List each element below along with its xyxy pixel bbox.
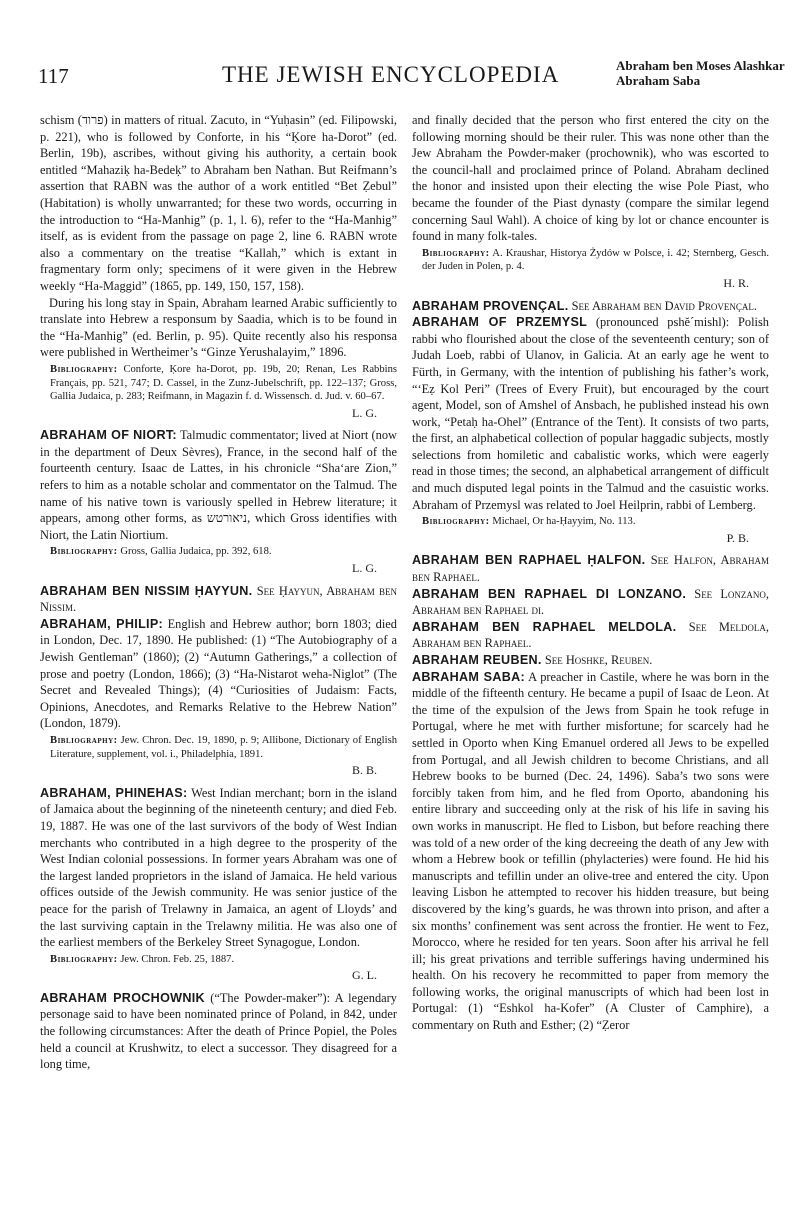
- entry-headword: ABRAHAM PROVENÇAL.: [412, 298, 569, 313]
- entry-headword: ABRAHAM, PHINEHAS:: [40, 785, 188, 800]
- bibliography-text: Gross, Gallia Judaica, pp. 392, 618.: [120, 546, 272, 558]
- entry: [412, 669, 769, 1034]
- cross-reference: See Abraham ben David Provençal.: [571, 298, 757, 313]
- cross-reference: See Meldola, Abraham ben Raphael.: [412, 619, 770, 651]
- bibliography: [40, 953, 397, 967]
- entry-headword: ABRAHAM BEN NISSIM ḤAYYUN.: [40, 583, 253, 598]
- paragraph: and finally decided that the person who first entered the city on the following morning should be their ruler. This was none other than the Jew Abraham the Powder-maker (prochownik), who was escorted to the council-hall and proclaimed prince of Poland. Abraham declined the honor and insisted upon their electing the wise Pole Piast, who became the founder of the Piast dynasty (compare the similar legend concerning Saul Wahl). A choice of king by lot or chance encounter is found in many folk-tales.: [412, 113, 769, 244]
- bibliography: [40, 734, 397, 761]
- entry-text: English and Hebrew author; born 1803; died in London, Dec. 17, 1890. He published: (1) “The Autobiography of a Jewish Gentleman” (1860); (2) “Autumn Gatherings,” a collection of prose and poetry (London, 1866); (3) “Ha-Nistarot weha-Niglot” (The Secret and Revealed Things); (4) “Curiosities of Judaism: Facts, Opinions, Anecdotes, and Remarks Relative to the Hebrew Nation” (London, 1879).: [40, 616, 397, 731]
- left-column: [40, 112, 397, 1073]
- bibliography: [412, 247, 769, 274]
- bibliography-label: Bibliography:: [50, 363, 118, 375]
- entry: [412, 314, 769, 513]
- bibliography-label: Bibliography:: [50, 734, 118, 746]
- guide-word-first: Abraham ben Moses Alashkar: [616, 58, 785, 73]
- signature: P. B.: [726, 530, 749, 545]
- entry-text: West Indian merchant; born in the island of Jamaica about the beginning of the nineteenth century; and died Feb. 19, 1887. He was one of the last survivors of the body of West Indian merchants who contributed in a high degree to the prosperity of the West Indian colonial possessions. In former years Abraham was one of the largest landed proprietors in the island of Jamaica. He held various offices outside of the Jewish community. He was senior justice of the peace for the parish of Trelawny in Jamaica, an agent of Lloyds’ and the last surviving captain in the Trelawny militia. He was also one of the earliest members of the Berkeley Street Synagogue, London.: [40, 785, 398, 950]
- right-column: [412, 112, 769, 1034]
- bibliography: [40, 545, 397, 559]
- bibliography-text: Jew. Chron. Dec. 19, 1890, p. 9; Allibone, Dictionary of English Literature, supplement, vol. i., Philadelphia, 1891.: [50, 734, 397, 760]
- bibliography: [412, 515, 769, 529]
- entry-headword: ABRAHAM PROCHOWNIK: [40, 990, 205, 1005]
- guide-words: [616, 58, 785, 88]
- cross-reference: See Ḥayyun, Abraham ben Nissim.: [40, 583, 397, 615]
- entry: [40, 785, 397, 951]
- entry: [40, 616, 397, 732]
- entry: [412, 586, 769, 619]
- entry: [412, 652, 769, 669]
- entry: [412, 619, 769, 652]
- entry-headword: ABRAHAM BEN RAPHAEL MELDOLA.: [412, 619, 677, 634]
- bibliography-text: Jew. Chron. Feb. 25, 1887.: [120, 953, 235, 965]
- cross-reference: See Lonzano, Abraham ben Raphael di.: [412, 586, 769, 618]
- running-title: THE JEWISH ENCYCLOPEDIA: [222, 62, 560, 87]
- entry-headword: ABRAHAM REUBEN.: [412, 653, 542, 667]
- entry: [412, 552, 769, 585]
- entry-headword: ABRAHAM, PHILIP:: [40, 616, 164, 631]
- guide-word-last: Abraham Saba: [616, 73, 701, 88]
- entry: [40, 427, 397, 543]
- page-header: [0, 0, 800, 110]
- bibliography-text: A. Kraushar, Historya Żydów w Polsce, i. 42; Sternberg, Gesch. der Juden in Polen, p. 4.: [422, 247, 769, 273]
- entry-text: Talmudic commentator; lived at Niort (now in the department of Deux Sèvres), France, in the second half of the fourteenth century. Isaac de Lattes, in his chronicle “Sha‘are Zion,” refers to him as a notable scholar and commentator on the Talmud. The name of his native town is variously spelled in Hebrew literature; it appears, among other forms, as ניאורטש, which Gross identifies with Niort, the Latin Niortium.: [40, 428, 397, 542]
- paragraph: During his long stay in Spain, Abraham learned Arabic sufficiently to translate into Hebrew a responsum by Saadia, which is to be found in the “Ha-Manhig” (ed. Berlin, p. 95). Quite recently also his responsa were published in Wertheimer’s “Ginze Yerushalayim,” 1896.: [40, 295, 397, 360]
- bibliography-text: Conforte, Ḳore ha-Dorot, pp. 19b, 20; Renan, Les Rabbins Français, pp. 521, 747; D. Cassel, in the Zunz-Jubelschrift, pp. 122–137; Gross, Gallia Judaica, p. 283; Reifmann, in Magazin f. d. Wissensch. d. Jud. v. 60–67.: [50, 363, 397, 403]
- signature: B. B.: [351, 763, 377, 778]
- bibliography-label: Bibliography:: [422, 516, 490, 528]
- signature: G. L.: [352, 968, 377, 983]
- entry-text: A preacher in Castile, where he was born in the middle of the fifteenth century. He became a pupil of Isaac de Leon. At the time of the expulsion of the Jews from Spain he took refuge in Portugal, where he met with further misfortune; for scarcely had he settled in Oporto when King Emanuel ordered all Jews to be expelled from Portugal, and all Jewish children to become Christians, and all Hebrew books to be burned (Dec. 24, 1496). Saba’s two sons were forcibly taken from him, and he fled from Oporto, abandoning his entire library and succeeding only at the risk of his life in saving his own works in manuscript. He fled to Lisbon, but before reaching there was told of a new order of the king decreeing the death of any Jew with whom a Hebrew book or tefillin (phylacteries) were found. He hid his manuscripts and tefillin under an olive-tree and entered the city. Upon leaving Lisbon he attempted to recover his hidden treasure, but being discovered by the king’s guards, he was thrown into prison, and after a six months’ confinement was sent across the frontier. He went to Fez, Morocco, where he resided for ten years. Soon after his arrival he fell ill; his great privations and terrible sufferings having undermined his health. On his recovery he recommitted to paper from memory the following works, the original manuscripts of which had been lost in Portugal: (1) “Eshkol ha-Kofer” (A Cluster of Camphire), a commentary on Ruth and Esther; (2) “Ẓeror: [412, 669, 769, 1033]
- bibliography-label: Bibliography:: [422, 247, 490, 259]
- bibliography-label: Bibliography:: [50, 546, 118, 558]
- entry: [40, 990, 397, 1073]
- cross-reference: See Hoshke, Reuben.: [544, 653, 653, 667]
- entry-headword: ABRAHAM SABA:: [412, 669, 526, 684]
- entry-headword: ABRAHAM OF NIORT:: [40, 428, 177, 443]
- bibliography-text: Michael, Or ha-Ḥayyim, No. 113.: [492, 516, 636, 528]
- entry-text: (pronounced pshĕ´mishl): Polish rabbi who flourished about the close of the seventeenth century; son of Judah Loeb, rabbi of Ulanov, in Galicia. At an early age he went to Fürth, in Germany, with the intention of publishing his father’s work, “‘Eẓ Kol Peri” (Trees of Every Fruit), but encouraged by the court agent, Model, son of Amshel of Ansbach, he published instead his own work, “Petaḥ ha-Ohel” (Entrance of the Tent). It consists of two parts, the first, an alphabetical collection of popular haggadic subjects, mostly selections from homiletic and cabalistic works, which were eagerly read in those times; the second, an alphabetical arrangement of difficult and much disputed legal points in the Talmud and the casuistic works. Abraham of Przemysl was related to Joel Heilprin, rabbi of Lemberg.: [412, 315, 769, 512]
- bibliography: [40, 363, 397, 404]
- entry-text: (“The Powder-maker”): A legendary personage said to have been nominated prince of Poland, in 842, under the following circumstances: After the death of Prince Popiel, the Poles held a council at Krushwitz, to elect a successor. They disagreed for a long time,: [40, 990, 397, 1072]
- entry-headword: ABRAHAM BEN RAPHAEL ḤALFON.: [412, 553, 646, 568]
- signature: H. R.: [723, 275, 749, 290]
- entry-headword: ABRAHAM OF PRZEMYSL: [412, 315, 588, 330]
- page-number: 117: [38, 64, 69, 88]
- entry-headword: ABRAHAM BEN RAPHAEL DI LONZANO.: [412, 586, 687, 601]
- signature: L. G.: [352, 405, 377, 420]
- entry: [412, 298, 769, 315]
- cross-reference: See Halfon, Abraham ben Raphael.: [412, 553, 769, 585]
- signature: L. G.: [352, 561, 377, 576]
- paragraph: schism (פרוד) in matters of ritual. Zacuto, in “Yuḥasin” (ed. Filipowski, p. 221), who is followed by Conforte, in his “Ḳore ha-Dorot” (ed. Berlin, 19b), ascribes, without giving his authority, a certain book entitled “Mahaziḳ ha-Bedeḳ” to Abraham ben Nathan. But Reifmann’s assertion that RABN was the author of a work entitled “Bet Ẓebul” (Habitation) is wholly unwarranted; for these two words, occurring in the introduction to “Ha-Manhig” (p. 1, l. 6), refer to the “Ha-Manhig” itself, as is evident from the passage on page 2, line 6. RABN wrote also a commentary on the treatise “Kallah,” which is extant in fragmentary form only; specimens of it were given in the Hebrew weekly “Ha-Maggid” (1865, pp. 149, 150, 157, 158).: [40, 113, 397, 293]
- bibliography-label: Bibliography:: [50, 953, 118, 965]
- entry: [40, 583, 397, 616]
